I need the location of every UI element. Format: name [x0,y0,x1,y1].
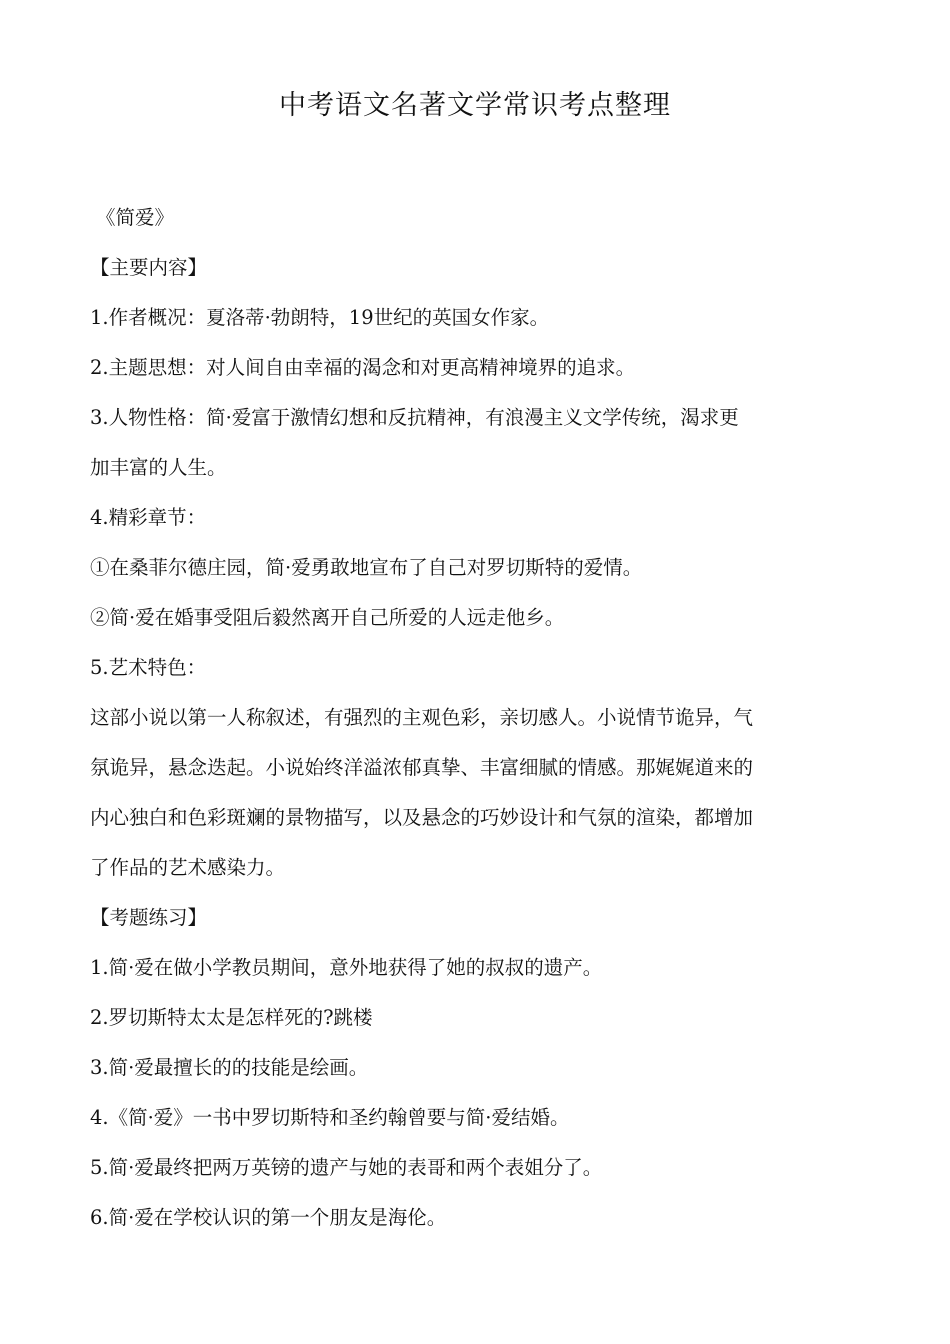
practice-item-3: 3.简·爱最擅长的的技能是绘画。 [90,1056,369,1079]
main-item-art: 5.艺术特色： [90,656,207,679]
section-heading-practice: 【考题练习】 [90,906,208,929]
page-title: 中考语文名著文学常识考点整理 [279,90,671,121]
main-item-chapter-1: ①在桑菲尔德庄园，简·爱勇敢地宣布了自己对罗切斯特的爱情。 [90,556,643,579]
main-item-theme: 2.主题思想：对人间自由幸福的渴念和对更高精神境界的追求。 [90,356,636,379]
main-item-chapter-2: ②简·爱在婚事受阻后毅然离开自己所爱的人远走他乡。 [90,606,565,629]
main-item-character-cont: 加丰富的人生。 [90,456,227,479]
main-item-character: 3.人物性格：简·爱富于激情幻想和反抗精神，有浪漫主义文学传统，渴求更 [90,406,739,429]
document-body [90,193,855,1243]
main-item-chapters: 4.精彩章节： [90,506,207,529]
main-item-author: 1.作者概况：夏洛蒂·勃朗特，19世纪的英国女作家。 [90,306,550,329]
main-item-art-para-1: 这部小说以第一人称叙述，有强烈的主观色彩，亲切感人。小说情节诡异，气 [90,706,754,729]
main-item-art-para-4: 了作品的艺术感染力。 [90,856,286,879]
practice-item-6: 6.简·爱在学校认识的第一个朋友是海伦。 [90,1206,447,1229]
practice-item-4: 4.《简·爱》一书中罗切斯特和圣约翰曾要与简·爱结婚。 [90,1106,570,1129]
practice-item-1: 1.简·爱在做小学教员期间，意外地获得了她的叔叔的遗产。 [90,956,603,979]
section-heading-main: 【主要内容】 [90,256,208,279]
main-item-art-para-2: 氛诡异，悬念迭起。小说始终洋溢浓郁真挚、丰富细腻的情感。那娓娓道来的 [90,756,754,779]
book-title: 《简爱》 [96,206,175,229]
main-item-art-para-3: 内心独白和色彩斑斓的景物描写，以及悬念的巧妙设计和气氛的渲染，都增加 [90,806,754,829]
practice-item-5: 5.简·爱最终把两万英镑的遗产与她的表哥和两个表姐分了。 [90,1156,603,1179]
practice-item-2: 2.罗切斯特太太是怎样死的?跳楼 [90,1006,373,1029]
